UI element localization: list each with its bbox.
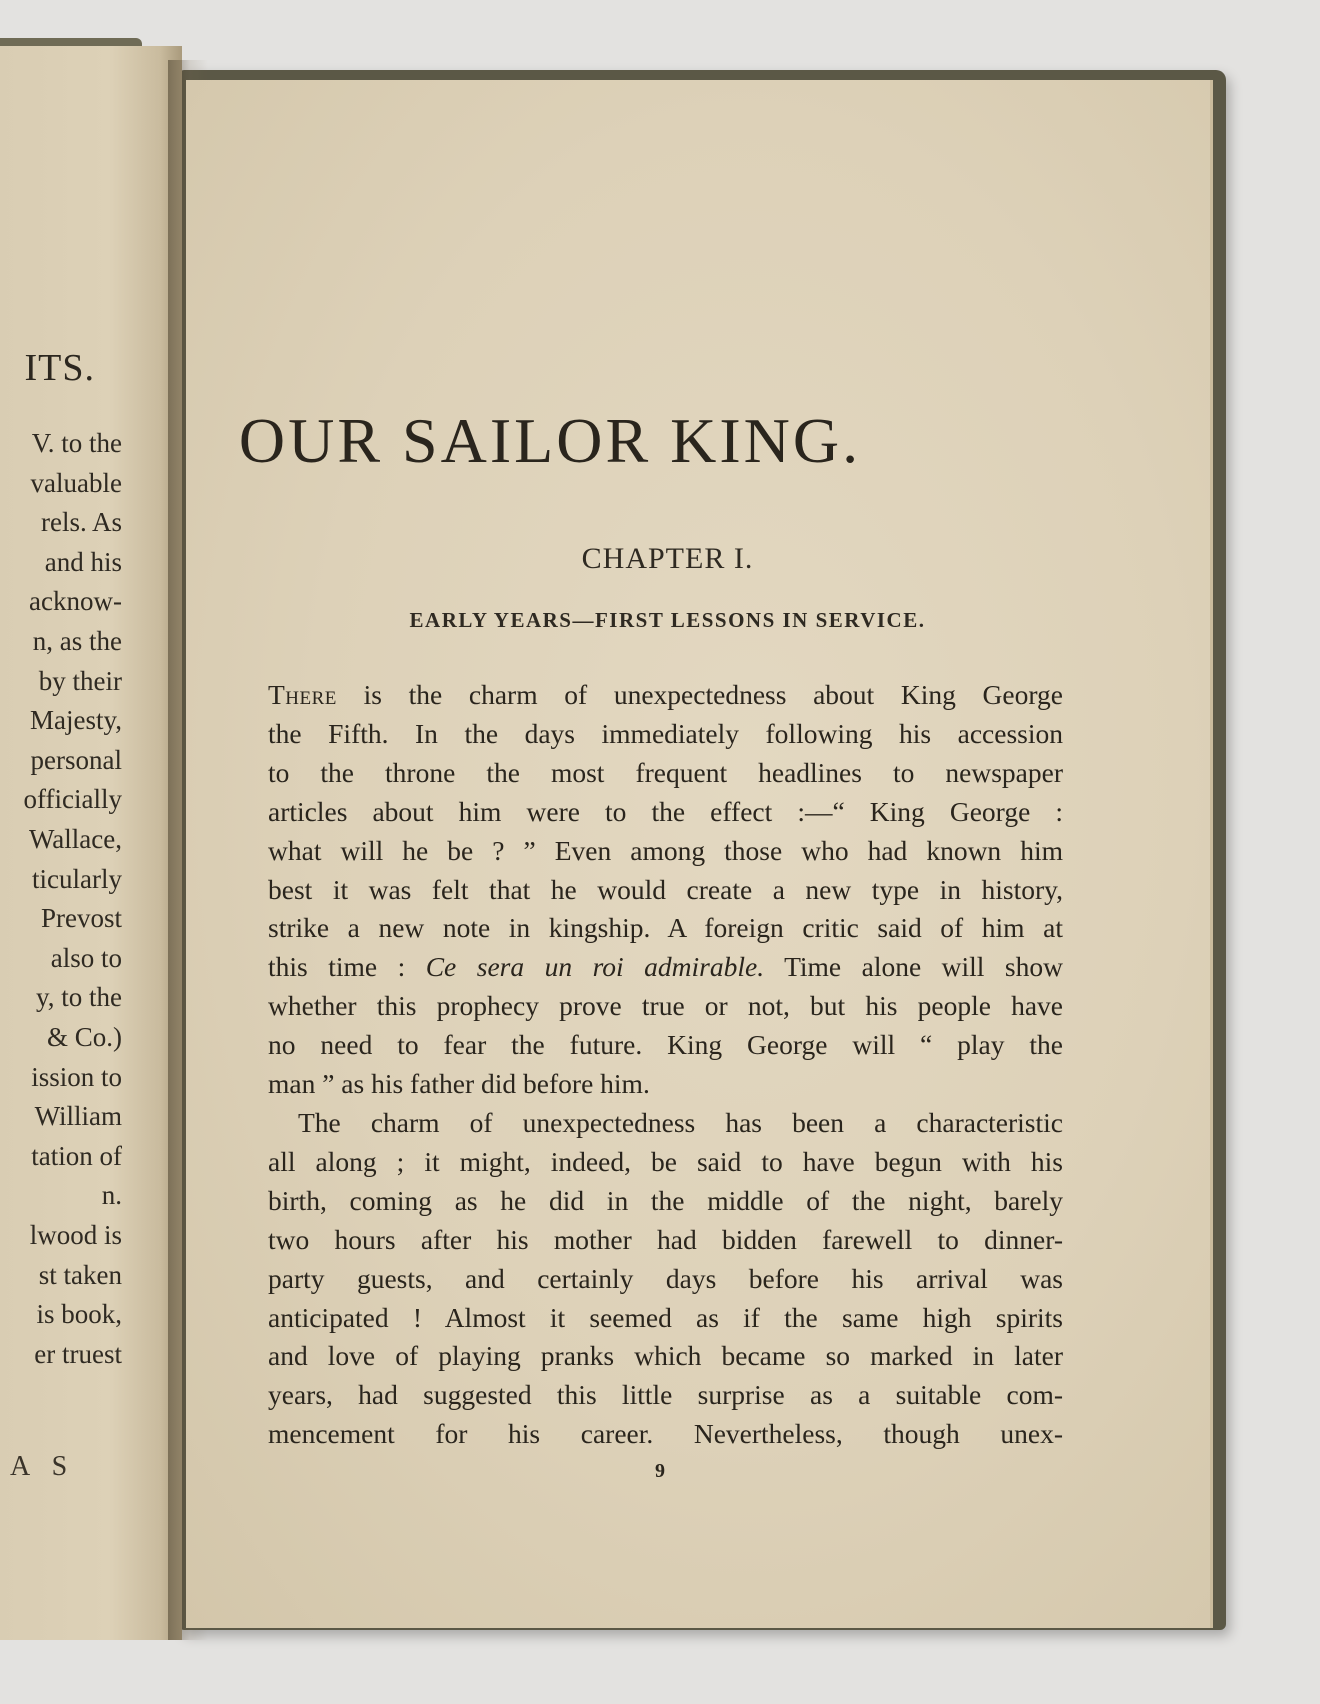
left-page-heading: ITS.: [24, 347, 95, 389]
left-page-line: and his: [44, 546, 122, 577]
body-line: [268, 676, 1063, 715]
opening-word: There: [268, 679, 337, 710]
left-page-line: William: [34, 1101, 122, 1132]
left-page-line: acknow-: [29, 586, 122, 617]
left-page-line: also to: [50, 942, 122, 973]
book-title: OUR SAILOR KING.: [238, 405, 862, 476]
left-page-line: n.: [101, 1180, 122, 1211]
body-line: mencement for his career. Nevertheless, though unex-: [268, 1418, 1063, 1450]
left-page-line: ission to: [31, 1061, 122, 1092]
left-page-line: personal: [30, 744, 122, 775]
left-page-line: rels. As: [41, 507, 122, 538]
left-page-line: er truest: [34, 1338, 122, 1369]
page-number: 9: [655, 1460, 665, 1482]
body-line: man ” as his father did before him.: [268, 1068, 650, 1100]
body-line: no need to fear the future. King George will “ play the: [268, 1029, 1063, 1061]
left-page-signature: A S: [10, 1451, 76, 1482]
chapter-subtitle: EARLY YEARS—FIRST LESSONS IN SERVICE.: [409, 608, 926, 632]
left-page-line: by their: [38, 665, 122, 696]
left-page-line: valuable: [30, 467, 122, 498]
left-page-line: V. to the: [31, 428, 122, 458]
opening-line-rest: is the charm of unexpectedness about King George: [336, 679, 1063, 710]
body-line: The charm of unexpectedness has been a characteristic: [298, 1106, 1063, 1138]
body-line: what will he be ? ” Even among those who had known him: [268, 834, 1063, 866]
chapter-heading: CHAPTER I.: [581, 542, 754, 575]
left-page-line: n, as the: [32, 626, 122, 656]
left-page-line: Wallace,: [28, 824, 122, 854]
left-page-line: y, to the: [36, 982, 122, 1013]
body-line: to the throne the most frequent headlines to newspaper: [268, 756, 1063, 788]
body-line: the Fifth. In the days immediately following his accession: [268, 717, 1063, 749]
body-line: years, had suggested this little surprise as a suitable com-: [268, 1379, 1063, 1411]
body-line: anticipated ! Almost it seemed as if the same high spirits: [268, 1301, 1063, 1333]
left-page: [0, 46, 182, 1640]
body-line: articles about him were to the effect :—“ King George :: [268, 795, 1063, 827]
left-page-line: officially: [23, 784, 122, 815]
left-page-line: Prevost: [41, 903, 122, 934]
left-page-line: tation of: [31, 1140, 122, 1171]
body-text: [268, 676, 1063, 1454]
body-line: whether this prophecy prove true or not, but his people have: [268, 990, 1063, 1022]
body-line: best it was felt that he would create a new type in history,: [268, 873, 1063, 905]
left-page-line: st taken: [38, 1259, 122, 1290]
body-line: [268, 948, 1063, 987]
left-page-line: ticularly: [32, 863, 122, 894]
line-part: this time :: [268, 951, 426, 983]
body-line: strike a new note in kingship. A foreign critic said of him at: [268, 912, 1063, 944]
left-page-line: & Co.): [46, 1022, 122, 1052]
left-page-line: Majesty,: [30, 705, 122, 736]
left-page-line: lwood is: [29, 1220, 122, 1250]
body-line: and love of playing pranks which became so marked in later: [268, 1340, 1063, 1372]
line-part: Time alone will show: [764, 951, 1063, 983]
body-line: two hours after his mother had bidden farewell to dinner-: [268, 1223, 1063, 1255]
french-quote: Ce sera un roi admirable.: [425, 951, 765, 983]
left-page-line: is book,: [36, 1299, 122, 1330]
body-line: all along ; it might, indeed, be said to have begun with his: [268, 1145, 1063, 1177]
body-line: party guests, and certainly days before his arrival was: [268, 1262, 1063, 1294]
body-line: birth, coming as he did in the middle of the night, barely: [268, 1184, 1063, 1216]
